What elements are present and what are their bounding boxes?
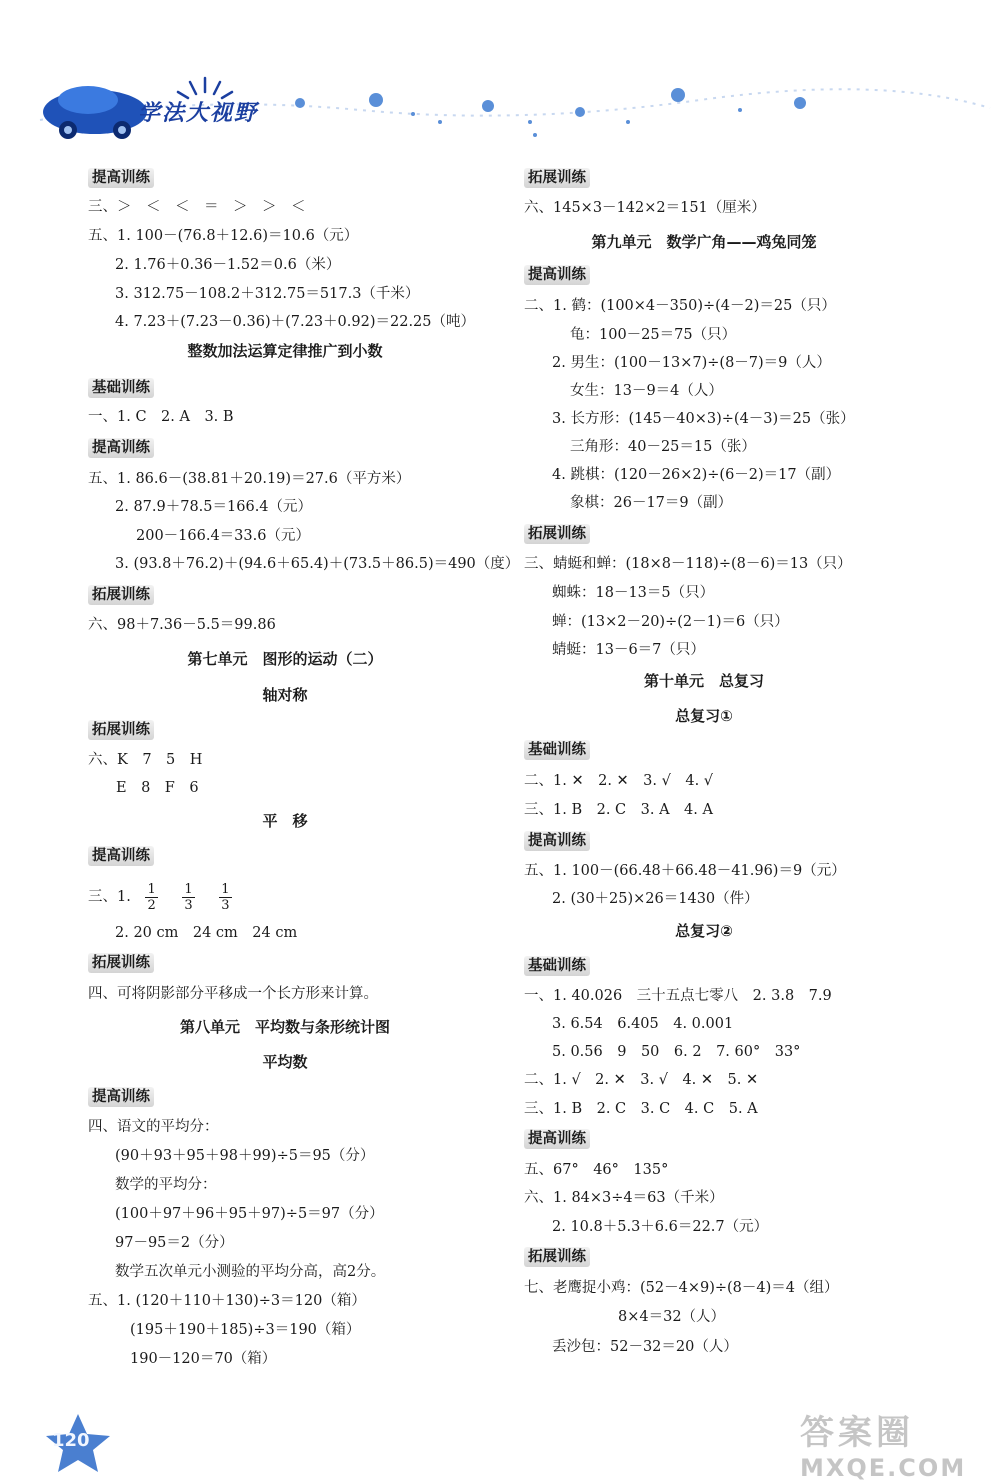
answer-line: 四、可将阴影部分平移成一个长方形来计算。 xyxy=(88,986,378,1002)
answer-line: 3. 312.75－108.2＋312.75＝517.3（千米） xyxy=(115,286,420,302)
section-heading: 总复习② xyxy=(675,922,733,940)
unit-heading: 第十单元 总复习 xyxy=(643,672,765,690)
fraction-denominator: 3 xyxy=(184,897,193,913)
section-tag: 基础训练 xyxy=(88,378,154,398)
section-tag: 基础训练 xyxy=(524,956,590,976)
section-tag: 拓展训练 xyxy=(524,1247,590,1267)
right-column xyxy=(500,0,940,1483)
answer-line: (195＋190＋185)÷3＝190（箱） xyxy=(130,1322,361,1338)
fraction xyxy=(219,882,231,913)
answer-line: 3. (93.8＋76.2)＋(94.6＋65.4)＋(73.5＋86.5)＝490（度） xyxy=(115,556,520,572)
answer-line: 五、1. 100－(66.48＋66.48－41.96)＝9（元） xyxy=(524,863,846,879)
answer-line: 二、1. 鹤：(100×4－350)÷(4－2)＝25（只） xyxy=(524,298,836,314)
watermark-logo xyxy=(800,1405,966,1482)
answer-line: 五、1. (120＋110＋130)÷3＝120（箱） xyxy=(88,1293,366,1309)
answer-line: 龟：100－25＝75（只） xyxy=(570,327,737,343)
section-tag: 提高训练 xyxy=(88,846,154,866)
watermark-title: 答案圈 xyxy=(800,1413,914,1453)
answer-line: 2. 1.76＋0.36－1.52＝0.6（米） xyxy=(115,257,341,273)
fraction-numerator: 1 xyxy=(147,881,156,897)
answer-line: 200－166.4＝33.6（元） xyxy=(136,528,310,544)
banner-title: 学法大视野 xyxy=(138,101,259,126)
answer-line: 蜻蜓：13－6＝7（只） xyxy=(552,642,705,658)
answer-line: 三、1. B 2. C 3. A 4. A xyxy=(524,802,713,818)
section-heading: 平 移 xyxy=(262,812,308,830)
answer-line: (100＋97＋96＋95＋97)÷5＝97（分） xyxy=(115,1206,384,1222)
fraction-answer-line xyxy=(88,880,242,914)
answer-line: 二、1. √ 2. ✕ 3. √ 4. ✕ 5. ✕ xyxy=(524,1072,759,1088)
answer-line: 六、145×3－142×2＝151（厘米） xyxy=(524,200,766,216)
unit-heading: 第九单元 数学广角——鸡兔同笼 xyxy=(591,233,817,251)
answer-line: 8×4＝32（人） xyxy=(618,1309,726,1325)
page-number: 120 xyxy=(52,1430,90,1451)
answer-line: 三角形：40－25＝15（张） xyxy=(570,439,756,455)
answer-line: 六、1. 84×3÷4＝63（千米） xyxy=(524,1190,724,1206)
watermark-url: MXQE.COM xyxy=(800,1454,967,1482)
answer-line: 2. 男生：(100－13×7)÷(8－7)＝9（人） xyxy=(552,355,831,371)
section-tag: 提高训练 xyxy=(88,1087,154,1107)
answer-line: 四、语文的平均分： xyxy=(88,1119,219,1135)
answer-line: 三、＞ ＜ ＜ ＝ ＞ ＞ ＜ xyxy=(88,199,306,215)
fraction-numerator: 1 xyxy=(221,881,230,897)
answer-line: 3. 长方形：(145－40×3)÷(4－3)＝25（张） xyxy=(552,411,855,427)
fraction-denominator: 3 xyxy=(221,897,230,913)
section-tag: 拓展训练 xyxy=(524,168,590,188)
answer-line: 六、98＋7.36－5.5＝99.86 xyxy=(88,617,276,633)
section-tag: 提高训练 xyxy=(524,831,590,851)
answer-line: 2. 10.8＋5.3＋6.6＝22.7（元） xyxy=(552,1219,769,1235)
answer-line: 二、1. ✕ 2. ✕ 3. √ 4. √ xyxy=(524,773,714,789)
section-tag: 拓展训练 xyxy=(524,524,590,544)
answer-line: 4. 跳棋：(120－26×2)÷(6－2)＝17（副） xyxy=(552,467,841,483)
section-heading: 平均数 xyxy=(262,1053,308,1071)
answer-line: 190－120＝70（箱） xyxy=(130,1351,277,1367)
section-tag: 基础训练 xyxy=(524,740,590,760)
answer-line: 一、1. 40.026 三十五点七零八 2. 3.8 7.9 xyxy=(524,988,832,1004)
answer-line: 五、1. 86.6－(38.81＋20.19)＝27.6（平方米） xyxy=(88,471,411,487)
answer-line: 5. 0.56 9 50 6. 2 7. 60° 33° xyxy=(552,1044,801,1060)
answer-line: 三、蜻蜓和蝉：(18×8－118)÷(8－6)＝13（只） xyxy=(524,556,852,572)
fraction xyxy=(182,882,194,913)
section-tag: 拓展训练 xyxy=(88,953,154,973)
section-tag: 拓展训练 xyxy=(88,720,154,740)
answer-line: 97－95＝2（分） xyxy=(115,1235,234,1251)
unit-heading: 第七单元 图形的运动（二） xyxy=(187,650,383,668)
section-tag: 提高训练 xyxy=(524,265,590,285)
section-tag: 拓展训练 xyxy=(88,585,154,605)
fraction-denominator: 2 xyxy=(147,897,156,913)
answer-line: 4. 7.23＋(7.23－0.36)＋(7.23＋0.92)＝22.25（吨） xyxy=(115,314,476,330)
section-tag: 提高训练 xyxy=(88,168,154,188)
answer-line: 2. 20 cm 24 cm 24 cm xyxy=(115,925,298,941)
answer-line: E 8 F 6 xyxy=(116,780,199,796)
section-heading: 整数加法运算定律推广到小数 xyxy=(187,342,383,360)
answer-line: 数学的平均分： xyxy=(115,1177,217,1193)
answer-line: 2. (30＋25)×26＝1430（件） xyxy=(552,891,759,907)
answer-prefix: 三、1. xyxy=(88,889,131,905)
answer-line: 3. 6.54 6.405 4. 0.001 xyxy=(552,1016,734,1032)
answer-line: 象棋：26－17＝9（副） xyxy=(570,495,733,511)
answer-line: 七、老鹰捉小鸡：(52－4×9)÷(8－4)＝4（组） xyxy=(524,1280,839,1296)
section-heading: 总复习① xyxy=(675,707,733,725)
fraction xyxy=(145,882,157,913)
answer-line: 五、67° 46° 135° xyxy=(524,1162,669,1178)
answer-line: 女生：13－9＝4（人） xyxy=(570,383,723,399)
unit-heading: 第八单元 平均数与条形统计图 xyxy=(179,1018,391,1036)
answer-line: (90＋93＋95＋98＋99)÷5＝95（分） xyxy=(115,1148,375,1164)
section-tag: 提高训练 xyxy=(88,438,154,458)
answer-line: 蝉：(13×2－20)÷(2－1)＝6（只） xyxy=(552,614,789,630)
answer-line: 六、K 7 5 H xyxy=(88,752,203,768)
answer-line: 丢沙包：52－32＝20（人） xyxy=(552,1339,738,1355)
answer-line: 三、1. B 2. C 3. C 4. C 5. A xyxy=(524,1101,758,1117)
answer-line: 蜘蛛：18－13＝5（只） xyxy=(552,585,715,601)
section-heading: 轴对称 xyxy=(262,686,308,704)
section-tag: 提高训练 xyxy=(524,1129,590,1149)
answer-line: 五、1. 100－(76.8＋12.6)＝10.6（元） xyxy=(88,228,359,244)
answer-line: 2. 87.9＋78.5＝166.4（元） xyxy=(115,499,313,515)
fraction-numerator: 1 xyxy=(184,881,193,897)
answer-line: 数学五次单元小测验的平均分高，高2分。 xyxy=(115,1264,386,1280)
answer-line: 一、1. C 2. A 3. B xyxy=(88,409,234,425)
